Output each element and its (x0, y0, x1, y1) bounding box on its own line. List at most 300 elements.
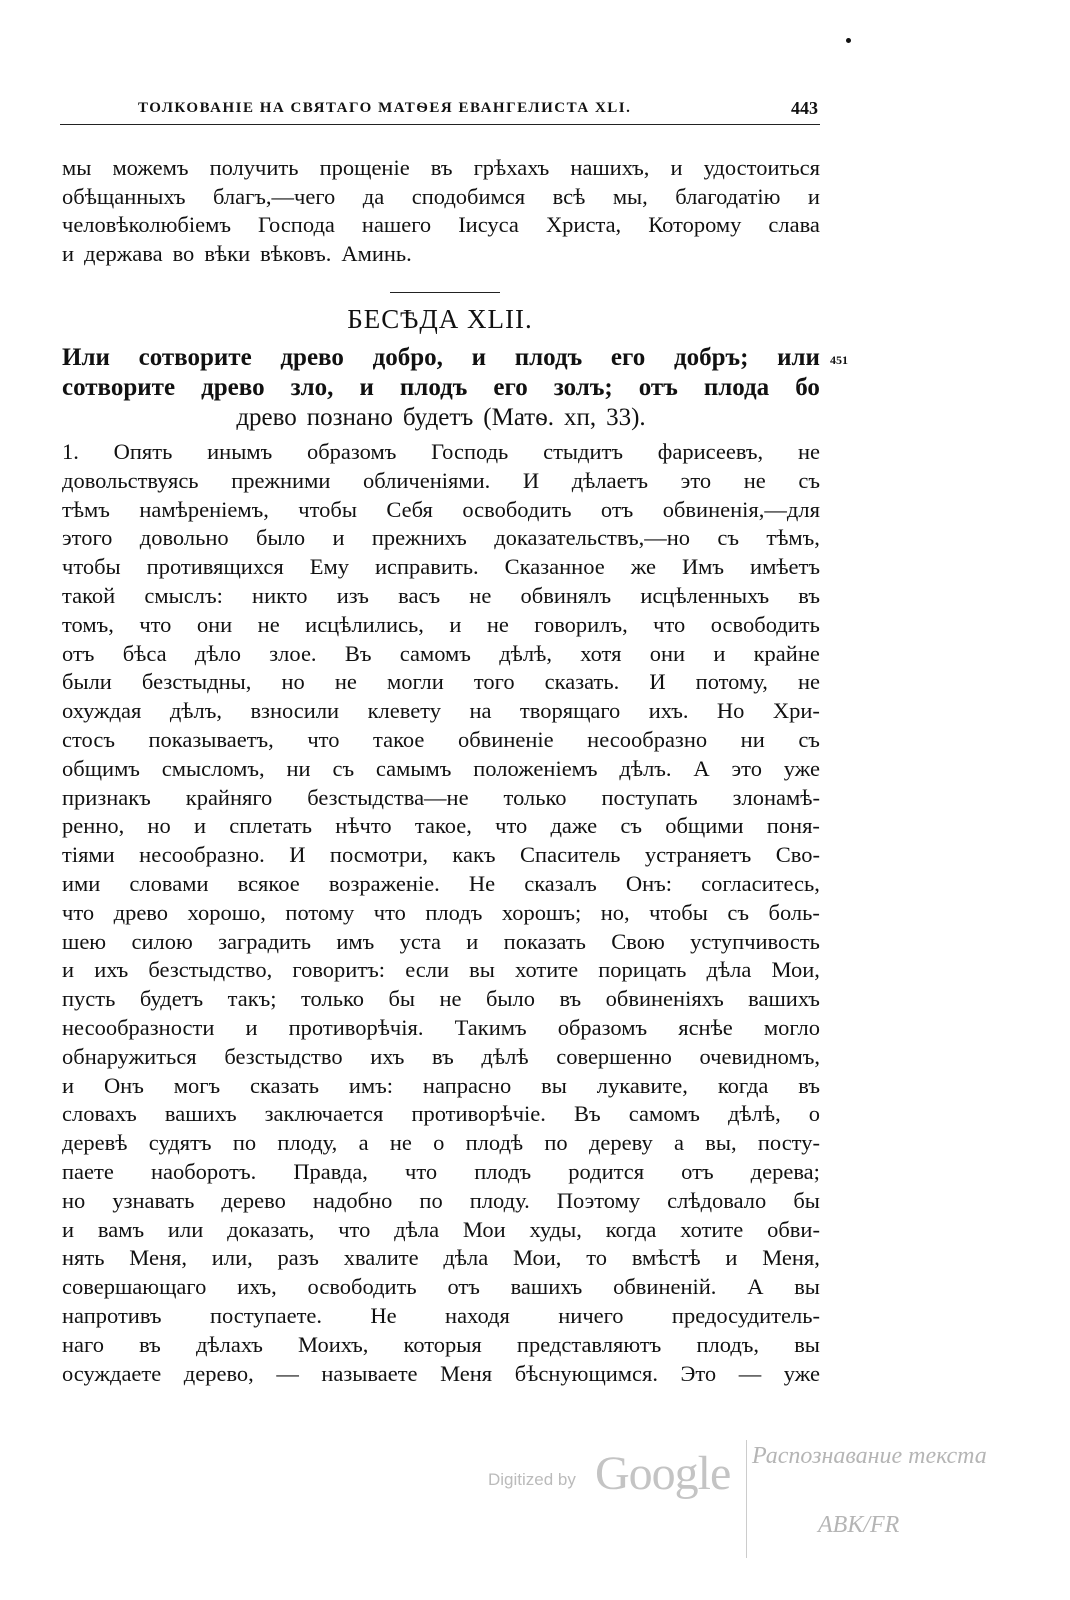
word: а (673, 1130, 684, 1156)
word: не (439, 986, 462, 1012)
word: только (300, 986, 365, 1012)
word: не (797, 439, 820, 464)
word: когда (605, 1216, 657, 1242)
word: съ (798, 467, 820, 493)
word: будетъ (139, 986, 204, 1012)
word: злое. (269, 640, 317, 666)
word: что (62, 899, 95, 925)
word: Сво- (775, 842, 820, 868)
word: но (281, 669, 305, 695)
word: не (389, 1130, 412, 1156)
word: противорѣчія. (288, 1014, 424, 1040)
word: древо (113, 899, 169, 925)
word: вѣковъ. (260, 240, 332, 266)
word: несообразно (587, 726, 708, 752)
stamp-divider (746, 1440, 747, 1558)
word: обвиненіе (457, 726, 554, 752)
text-line (62, 956, 820, 985)
word: были (62, 669, 112, 695)
word: разъ (277, 1245, 319, 1271)
word: А (693, 755, 710, 781)
word: Свою (611, 928, 665, 954)
word: дѣлѣ, (727, 1101, 781, 1127)
word: паете (62, 1158, 114, 1184)
word: уста (399, 928, 441, 954)
word: безстыдства—не (307, 784, 469, 810)
word: не (743, 467, 766, 493)
word: имъ (336, 928, 375, 954)
word: Которому (648, 212, 742, 238)
text-line (62, 1302, 820, 1331)
word: Не (370, 1302, 397, 1328)
word: о (808, 1101, 820, 1127)
word: его (493, 374, 528, 401)
word: говорилъ, (534, 611, 628, 637)
word: дѣло (194, 640, 242, 666)
word: ничего (558, 1302, 624, 1328)
word: васъ (398, 582, 441, 608)
recognition-stamp: Распознавание текста (752, 1443, 987, 1469)
word: или (777, 344, 820, 371)
word: съ (727, 899, 749, 925)
word: — (738, 1360, 762, 1386)
word: Христа, (545, 212, 622, 238)
word: и (471, 344, 487, 371)
word: обви- (767, 1216, 820, 1242)
word: силою (131, 928, 193, 954)
word: что (139, 611, 172, 637)
word: дѣлъ. (619, 755, 672, 781)
word: всѣ (552, 183, 586, 209)
word: держава (84, 240, 163, 266)
word: но, (600, 899, 630, 925)
word: хвалите (343, 1245, 419, 1271)
word: представляютъ (516, 1331, 662, 1357)
word: вы (794, 1331, 820, 1357)
word: узнавать (112, 1187, 195, 1213)
word: инымъ (207, 439, 273, 464)
word: но (147, 813, 171, 839)
word: плодъ (514, 344, 583, 371)
word: называете (321, 1360, 418, 1386)
word: вашихъ (510, 1274, 583, 1300)
text-line (62, 343, 820, 373)
word: Іисуса (458, 212, 519, 238)
text-line (62, 582, 820, 611)
text-line (62, 755, 820, 784)
word: и (62, 1216, 75, 1242)
text-line (62, 1216, 820, 1245)
word: бѣснующимся. (514, 1360, 659, 1386)
word: было (485, 986, 536, 1012)
word: общими (665, 813, 744, 839)
word: если (405, 957, 450, 983)
word: доказательствъ,—но (494, 525, 690, 551)
section-separator (390, 292, 500, 293)
text-line (62, 403, 820, 433)
word: золъ; (553, 374, 613, 401)
word: крайне (753, 640, 820, 666)
text-line (62, 640, 820, 669)
word: положеніемъ (473, 755, 598, 781)
word: самомъ (399, 640, 471, 666)
word: яснѣе (678, 1014, 733, 1040)
word: пусть (62, 986, 116, 1012)
word: Господа (257, 212, 335, 238)
text-line (62, 524, 820, 553)
word: могъ (173, 1072, 221, 1098)
word: Такимъ (454, 1014, 527, 1040)
word: посту- (757, 1130, 820, 1156)
text-line (62, 1360, 820, 1389)
word: 33). (606, 404, 646, 431)
word: они (649, 640, 686, 666)
word: фарисеевъ, (657, 439, 764, 464)
word: бо (795, 374, 820, 401)
text-line (62, 1273, 820, 1302)
text-line (62, 154, 820, 183)
word: благъ,—чего (212, 183, 336, 209)
homily-title: БЕСѢДА XLII. (347, 304, 533, 334)
word: слѣдовало (667, 1187, 767, 1213)
word: шею (62, 928, 107, 954)
word: сплетать (229, 813, 313, 839)
word: худы, (529, 1216, 582, 1242)
word: творящаго (519, 698, 621, 724)
word: вашихъ (748, 986, 820, 1012)
word: нашего (361, 212, 432, 238)
word: обвинялъ (520, 582, 612, 608)
word: дѣла (394, 1216, 440, 1242)
word: хотите (680, 1216, 744, 1242)
word: Но (716, 698, 745, 724)
word: добро, (372, 344, 443, 371)
word: вамъ (97, 1216, 145, 1242)
word: мы, (612, 183, 648, 209)
word: (Матѳ. (483, 404, 554, 431)
word: получить (209, 155, 299, 180)
word: доказать, (227, 1216, 315, 1242)
word: Имъ (681, 554, 725, 580)
word: въ (559, 986, 582, 1012)
word: и (670, 155, 683, 180)
word: что (307, 726, 340, 752)
word: клевету (367, 698, 441, 724)
word: такое, (414, 813, 472, 839)
word: деревѣ (62, 1130, 128, 1156)
word: съ (717, 525, 739, 551)
word: порицать (598, 957, 687, 983)
word: ни (286, 755, 311, 781)
word: когда (717, 1072, 769, 1098)
word: имъ: (348, 1072, 394, 1098)
word: нять (62, 1245, 105, 1271)
word: образомъ (557, 1014, 648, 1040)
word: несообразности (62, 1014, 215, 1040)
word: согласитесь, (701, 870, 820, 896)
word: они (196, 611, 233, 637)
word: Сказанное (504, 554, 605, 580)
text-line (62, 812, 820, 841)
word: и (713, 640, 726, 666)
word: исцѣленныхъ (640, 582, 770, 608)
word: освободить (307, 1274, 417, 1300)
word: судятъ (148, 1130, 212, 1156)
word: и (193, 813, 206, 839)
text-line (62, 784, 820, 813)
word: удостоиться (703, 155, 820, 180)
word: дереву (588, 1130, 653, 1156)
word: и (62, 1072, 75, 1098)
word: вы (541, 1072, 567, 1098)
word: дѣлахъ (195, 1331, 263, 1357)
word: Опять (113, 439, 173, 464)
word: плодѣ (465, 1130, 524, 1156)
text-line (62, 1244, 820, 1273)
word: не (486, 611, 509, 637)
text-line (62, 183, 820, 212)
word: Мои (462, 1216, 506, 1242)
word: ими (62, 870, 101, 896)
word: надобно (312, 1187, 393, 1213)
word: очевидномъ, (699, 1043, 820, 1069)
word: въ (798, 1072, 820, 1098)
word: хорошо, (187, 899, 266, 925)
text-line (62, 1331, 820, 1360)
word: въ (430, 155, 453, 180)
word: злонамѣ- (732, 784, 820, 810)
word: не (469, 582, 492, 608)
word: того (473, 669, 515, 695)
word: что (405, 1158, 438, 1184)
word: Правда, (293, 1158, 368, 1184)
word: безстыдство, (148, 957, 273, 983)
word: и (449, 611, 462, 637)
word: наго (62, 1331, 104, 1357)
word: поня- (766, 813, 820, 839)
text-line (62, 211, 820, 240)
word: человѣколюбіемъ (62, 212, 231, 238)
text-line (62, 438, 820, 467)
word: томъ, (62, 611, 114, 637)
word: его (610, 344, 646, 371)
word: бѣса (122, 640, 167, 666)
word: Онъ (103, 1072, 144, 1098)
word: отъ (638, 374, 678, 401)
word: намѣреніемъ, (139, 496, 269, 522)
text-line (62, 553, 820, 582)
text-line (62, 1129, 820, 1158)
word: это (680, 467, 712, 493)
word: тѣмъ (62, 496, 110, 522)
word: словахъ (62, 1101, 137, 1127)
word: находя (445, 1302, 510, 1328)
text-line (62, 1100, 820, 1129)
word: исправить. (374, 554, 479, 580)
word: плоду, (277, 1130, 338, 1156)
word: даже (550, 813, 598, 839)
word: не (797, 669, 820, 695)
word: а (358, 1130, 369, 1156)
word: дѣла (443, 1245, 489, 1271)
word: Меня (440, 1360, 493, 1386)
word: Аминь. (341, 240, 412, 266)
word: же (630, 554, 656, 580)
word: было (256, 525, 306, 551)
running-title: ТОЛКОВАНІЕ НА СВЯТАГО МАТѲЕЯ ЕВАНГЕЛИСТА XLI. (138, 100, 632, 116)
word: Въ (344, 640, 372, 666)
word: Или (62, 344, 110, 371)
word: стосъ (62, 726, 115, 752)
word: съ (332, 755, 355, 781)
text-line (62, 611, 820, 640)
word: общимъ (62, 755, 140, 781)
digitized-by-label: Digitized by (488, 1470, 576, 1489)
word: чтобы (298, 496, 357, 522)
word: лукавите, (596, 1072, 688, 1098)
word: познано (306, 404, 393, 431)
word: Спаситель (520, 842, 621, 868)
word: и (62, 957, 75, 983)
word: бы (793, 1187, 820, 1213)
word: довольно (139, 525, 229, 551)
word: плодъ (399, 374, 468, 401)
word: безстыдны, (141, 669, 252, 695)
word: отъ (447, 1274, 480, 1300)
word: да (362, 183, 385, 209)
word: отъ (62, 640, 95, 666)
word: предосудитель- (671, 1302, 820, 1328)
word: только (503, 784, 567, 810)
word: что (373, 899, 406, 925)
word: Ему (309, 554, 349, 580)
word: хотя (580, 640, 622, 666)
body-text (62, 438, 820, 1388)
word: древо (236, 404, 297, 431)
epigraph (62, 343, 820, 433)
word: Не (468, 870, 496, 896)
text-line (62, 240, 820, 269)
word: посмотри, (329, 842, 428, 868)
word: въ (432, 1043, 454, 1069)
word: сказать (250, 1072, 319, 1098)
word: напротивъ (62, 1302, 162, 1328)
word: дѣлѣ, (499, 640, 552, 666)
word: какъ (452, 842, 496, 868)
word: отъ (600, 496, 634, 522)
word: противящихся (146, 554, 284, 580)
word: самомъ (628, 1101, 700, 1127)
word: — (276, 1360, 299, 1386)
word: ихъ (94, 957, 129, 983)
margin-number: 451 (830, 353, 848, 367)
word: противорѣчіе. (411, 1101, 546, 1127)
word: смысломъ, (161, 755, 265, 781)
word: плоду. (469, 1187, 530, 1213)
word: дѣла (706, 957, 752, 983)
word: безстыдство (224, 1043, 343, 1069)
word: хп, (563, 404, 597, 431)
word: то (586, 1245, 608, 1271)
word: заключается (264, 1101, 384, 1127)
word: имѣетъ (750, 554, 820, 580)
word: дерево, (183, 1360, 254, 1386)
word: Поэтому (556, 1187, 641, 1213)
word: исцѣлились, (305, 611, 424, 637)
word: И (522, 467, 540, 493)
word: показываетъ, (148, 726, 274, 752)
word: на (469, 698, 492, 724)
word: Господь (431, 439, 509, 464)
word: 1. (62, 439, 79, 464)
word: могло (763, 1014, 820, 1040)
word: не (334, 669, 357, 695)
word: обѣщанныхъ (62, 183, 186, 209)
word: вмѣстѣ (631, 1245, 701, 1271)
word: сподобимся (411, 183, 526, 209)
word: дѣлаетъ (571, 467, 649, 493)
word: слава (768, 212, 820, 238)
word: во (172, 240, 195, 266)
text-line (62, 668, 820, 697)
word: всякое (237, 870, 300, 896)
word: которыя (403, 1331, 482, 1357)
word: и (725, 1245, 738, 1271)
word: обвиненія,—для (662, 496, 820, 522)
word: Себя (386, 496, 433, 522)
word: плода (703, 374, 770, 401)
text-line (62, 697, 820, 726)
word: что (338, 1216, 371, 1242)
word: совершающаго (62, 1274, 207, 1300)
word: добръ; (673, 344, 749, 371)
text-line (62, 928, 820, 957)
text-line (62, 870, 820, 899)
word: вашихъ (164, 1101, 237, 1127)
word: освободить (710, 611, 820, 637)
word: хотите (515, 957, 579, 983)
word: чтобы (649, 899, 708, 925)
word: грѣхахъ (473, 155, 550, 180)
word: древо (280, 344, 344, 371)
word: боль- (768, 899, 820, 925)
word: ихъ, (237, 1274, 277, 1300)
word: по (232, 1130, 257, 1156)
word: признакъ (62, 784, 151, 810)
previous-text-block (62, 154, 820, 268)
word: смыслъ: (144, 582, 223, 608)
word: обнаружиться (62, 1043, 197, 1069)
word: и (359, 374, 374, 401)
word: отъ (681, 1158, 714, 1184)
text-line (62, 985, 820, 1014)
word: напрасно (422, 1072, 512, 1098)
word: ни (740, 726, 765, 752)
word: изъ (336, 582, 369, 608)
word: обвиненіяхъ (605, 986, 724, 1012)
word: совершенно (556, 1043, 672, 1069)
word: и (62, 240, 75, 266)
word: говоритъ: (292, 957, 386, 983)
word: дерева; (750, 1158, 820, 1184)
word: обличеніями. (362, 467, 491, 493)
word: самымъ (375, 755, 452, 781)
word: и (332, 525, 345, 551)
word: вы (794, 1274, 820, 1300)
word: съ (798, 726, 820, 752)
word: довольствуясь (62, 467, 199, 493)
page-number: 443 (791, 98, 818, 118)
